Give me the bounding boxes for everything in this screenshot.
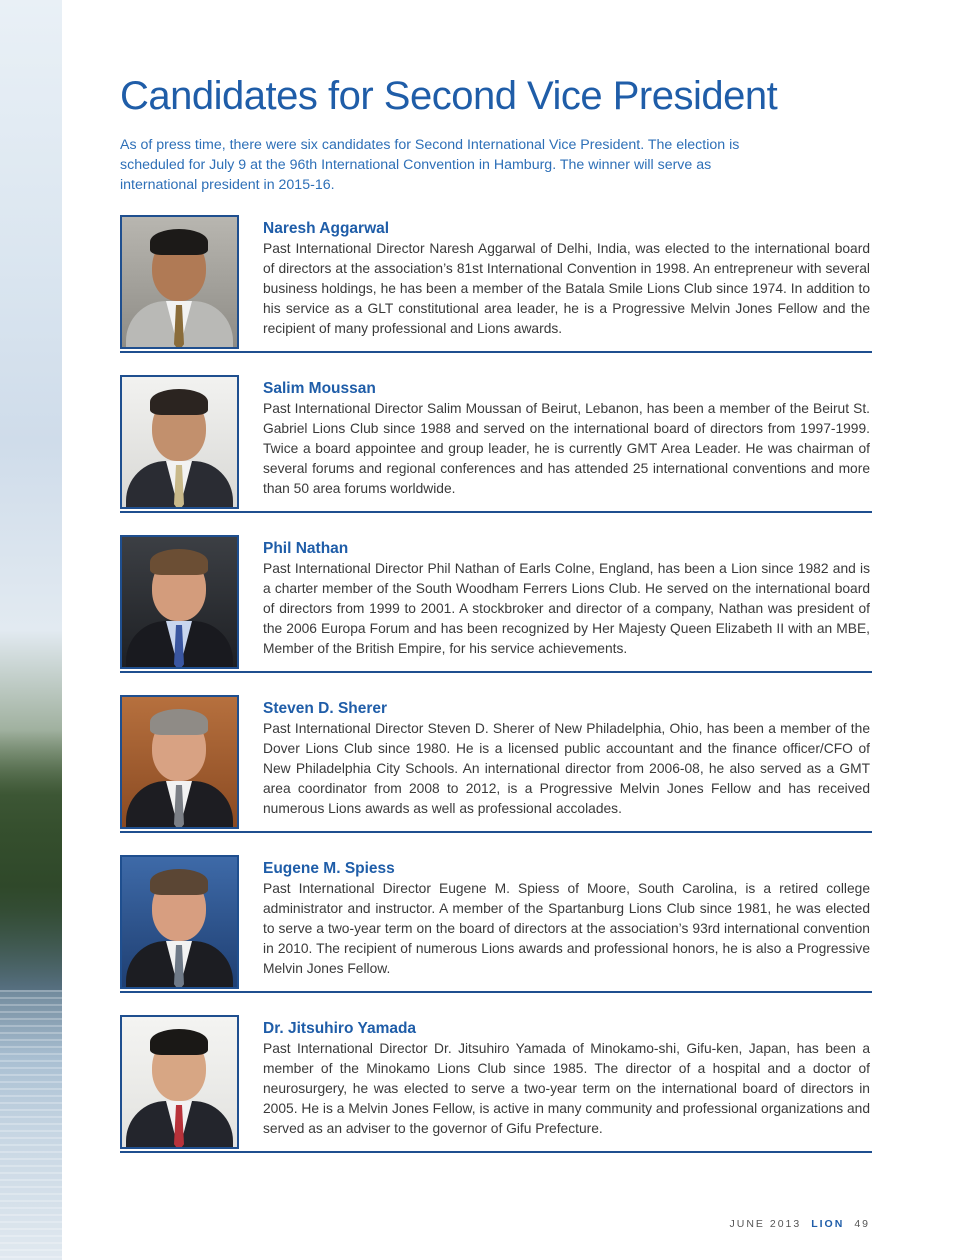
footer-magazine-name: LION	[811, 1218, 845, 1230]
intro-paragraph: As of press time, there were six candidates for Second International Vice President. The election is scheduled for July 9 at the 96th International Convention in Hamburg. The winner will serve as international president in 2015-16.	[120, 137, 740, 193]
candidate-entry	[120, 375, 872, 513]
candidate-name: Salim Moussan	[263, 380, 376, 397]
candidate-photo	[120, 215, 239, 349]
candidate-photo	[120, 535, 239, 669]
candidate-bio: Past International Director Phil Nathan of Earls Colne, England, has been a Lion since 1982 and is a charter member of the South Woodham Ferrers Lions Club. He served on the international board of directors from 1999 to 2001. A stockbroker and director of a company, Nathan was president of the 2006 Europa Forum and has been recognized by Her Majesty Queen Elizabeth II with an MBE, Member of the British Empire, for his service achievements.	[263, 561, 870, 656]
candidate-photo	[120, 695, 239, 829]
candidate-name: Dr. Jitsuhiro Yamada	[263, 1020, 417, 1037]
candidate-bio: Past International Director Naresh Aggarwal of Delhi, India, was elected to the international board of directors at the association’s 81st International Convention in 1998. An entrepreneur with several business holdings, he has been a member of the Batala Smile Lions Club since 1974. In addition to his service as a GLT constitutional area leader, he is a Progressive Melvin Jones Fellow and the recipient of many professional and Lions awards.	[263, 241, 870, 336]
candidate-name: Phil Nathan	[263, 540, 349, 557]
candidate-name: Steven D. Sherer	[263, 700, 388, 717]
candidate-bio: Past International Director Dr. Jitsuhiro Yamada of Minokamo-shi, Gifu-ken, Japan, has been a member of the Minokamo Lions Club since 1985. The director of a hospital and a doctor of neurosurgery, he was elected to serve a two-year term on the international board of directors in 2005. He is a Melvin Jones Fellow, is active in many community and professional organizations and served as an adviser to the governor of Gifu Prefecture.	[263, 1041, 870, 1136]
candidate-entry	[120, 535, 872, 673]
page-footer	[730, 1218, 870, 1230]
candidate-photo	[120, 1015, 239, 1149]
candidate-name: Naresh Aggarwal	[263, 220, 390, 237]
footer-date: JUNE 2013	[729, 1218, 802, 1230]
side-photo-water	[0, 990, 62, 1260]
candidate-bio: Past International Director Steven D. Sherer of New Philadelphia, Ohio, has been a member of the Dover Lions Club since 1980. He is a licensed public accountant and the finance officer/CFO of New Philadelphia City Schools. An international director from 2006-08, he also served as a GMT area coordinator from 2008 to 2012, is a Progressive Melvin Jones Fellow and has received numerous Lions awards as well as professional accolades.	[263, 721, 870, 816]
candidate-name: Eugene M. Spiess	[263, 860, 395, 877]
footer-page-number: 49	[854, 1218, 870, 1230]
candidate-bio: Past International Director Eugene M. Spiess of Moore, South Carolina, is a retired college administrator and instructor. A member of the Spartanburg Lions Club since 1981, he was elected to serve a two-year term on the board of directors at the association’s 93rd international convention in 2010. The recipient of numerous Lions awards and professional honors, he is also a Progressive Melvin Jones Fellow.	[263, 881, 870, 976]
page-title: Candidates for Second Vice President	[120, 74, 778, 118]
candidate-entry	[120, 855, 872, 993]
candidate-entry	[120, 215, 872, 353]
side-photo-trees	[0, 730, 62, 990]
candidate-bio: Past International Director Salim Moussan of Beirut, Lebanon, has been a member of the Beirut St. Gabriel Lions Club since 1988 and served on the international board of directors from 1997-1999. Twice a board appointee and group leader, he is currently GMT Area Leader. He was chairman of several forums and regional conferences and has attended 25 international conventions and more than 50 area forums worldwide.	[263, 401, 870, 496]
candidate-photo	[120, 375, 239, 509]
candidate-entry	[120, 695, 872, 833]
candidate-entry	[120, 1015, 872, 1153]
side-landscape-photo	[0, 0, 62, 1260]
candidate-photo	[120, 855, 239, 989]
